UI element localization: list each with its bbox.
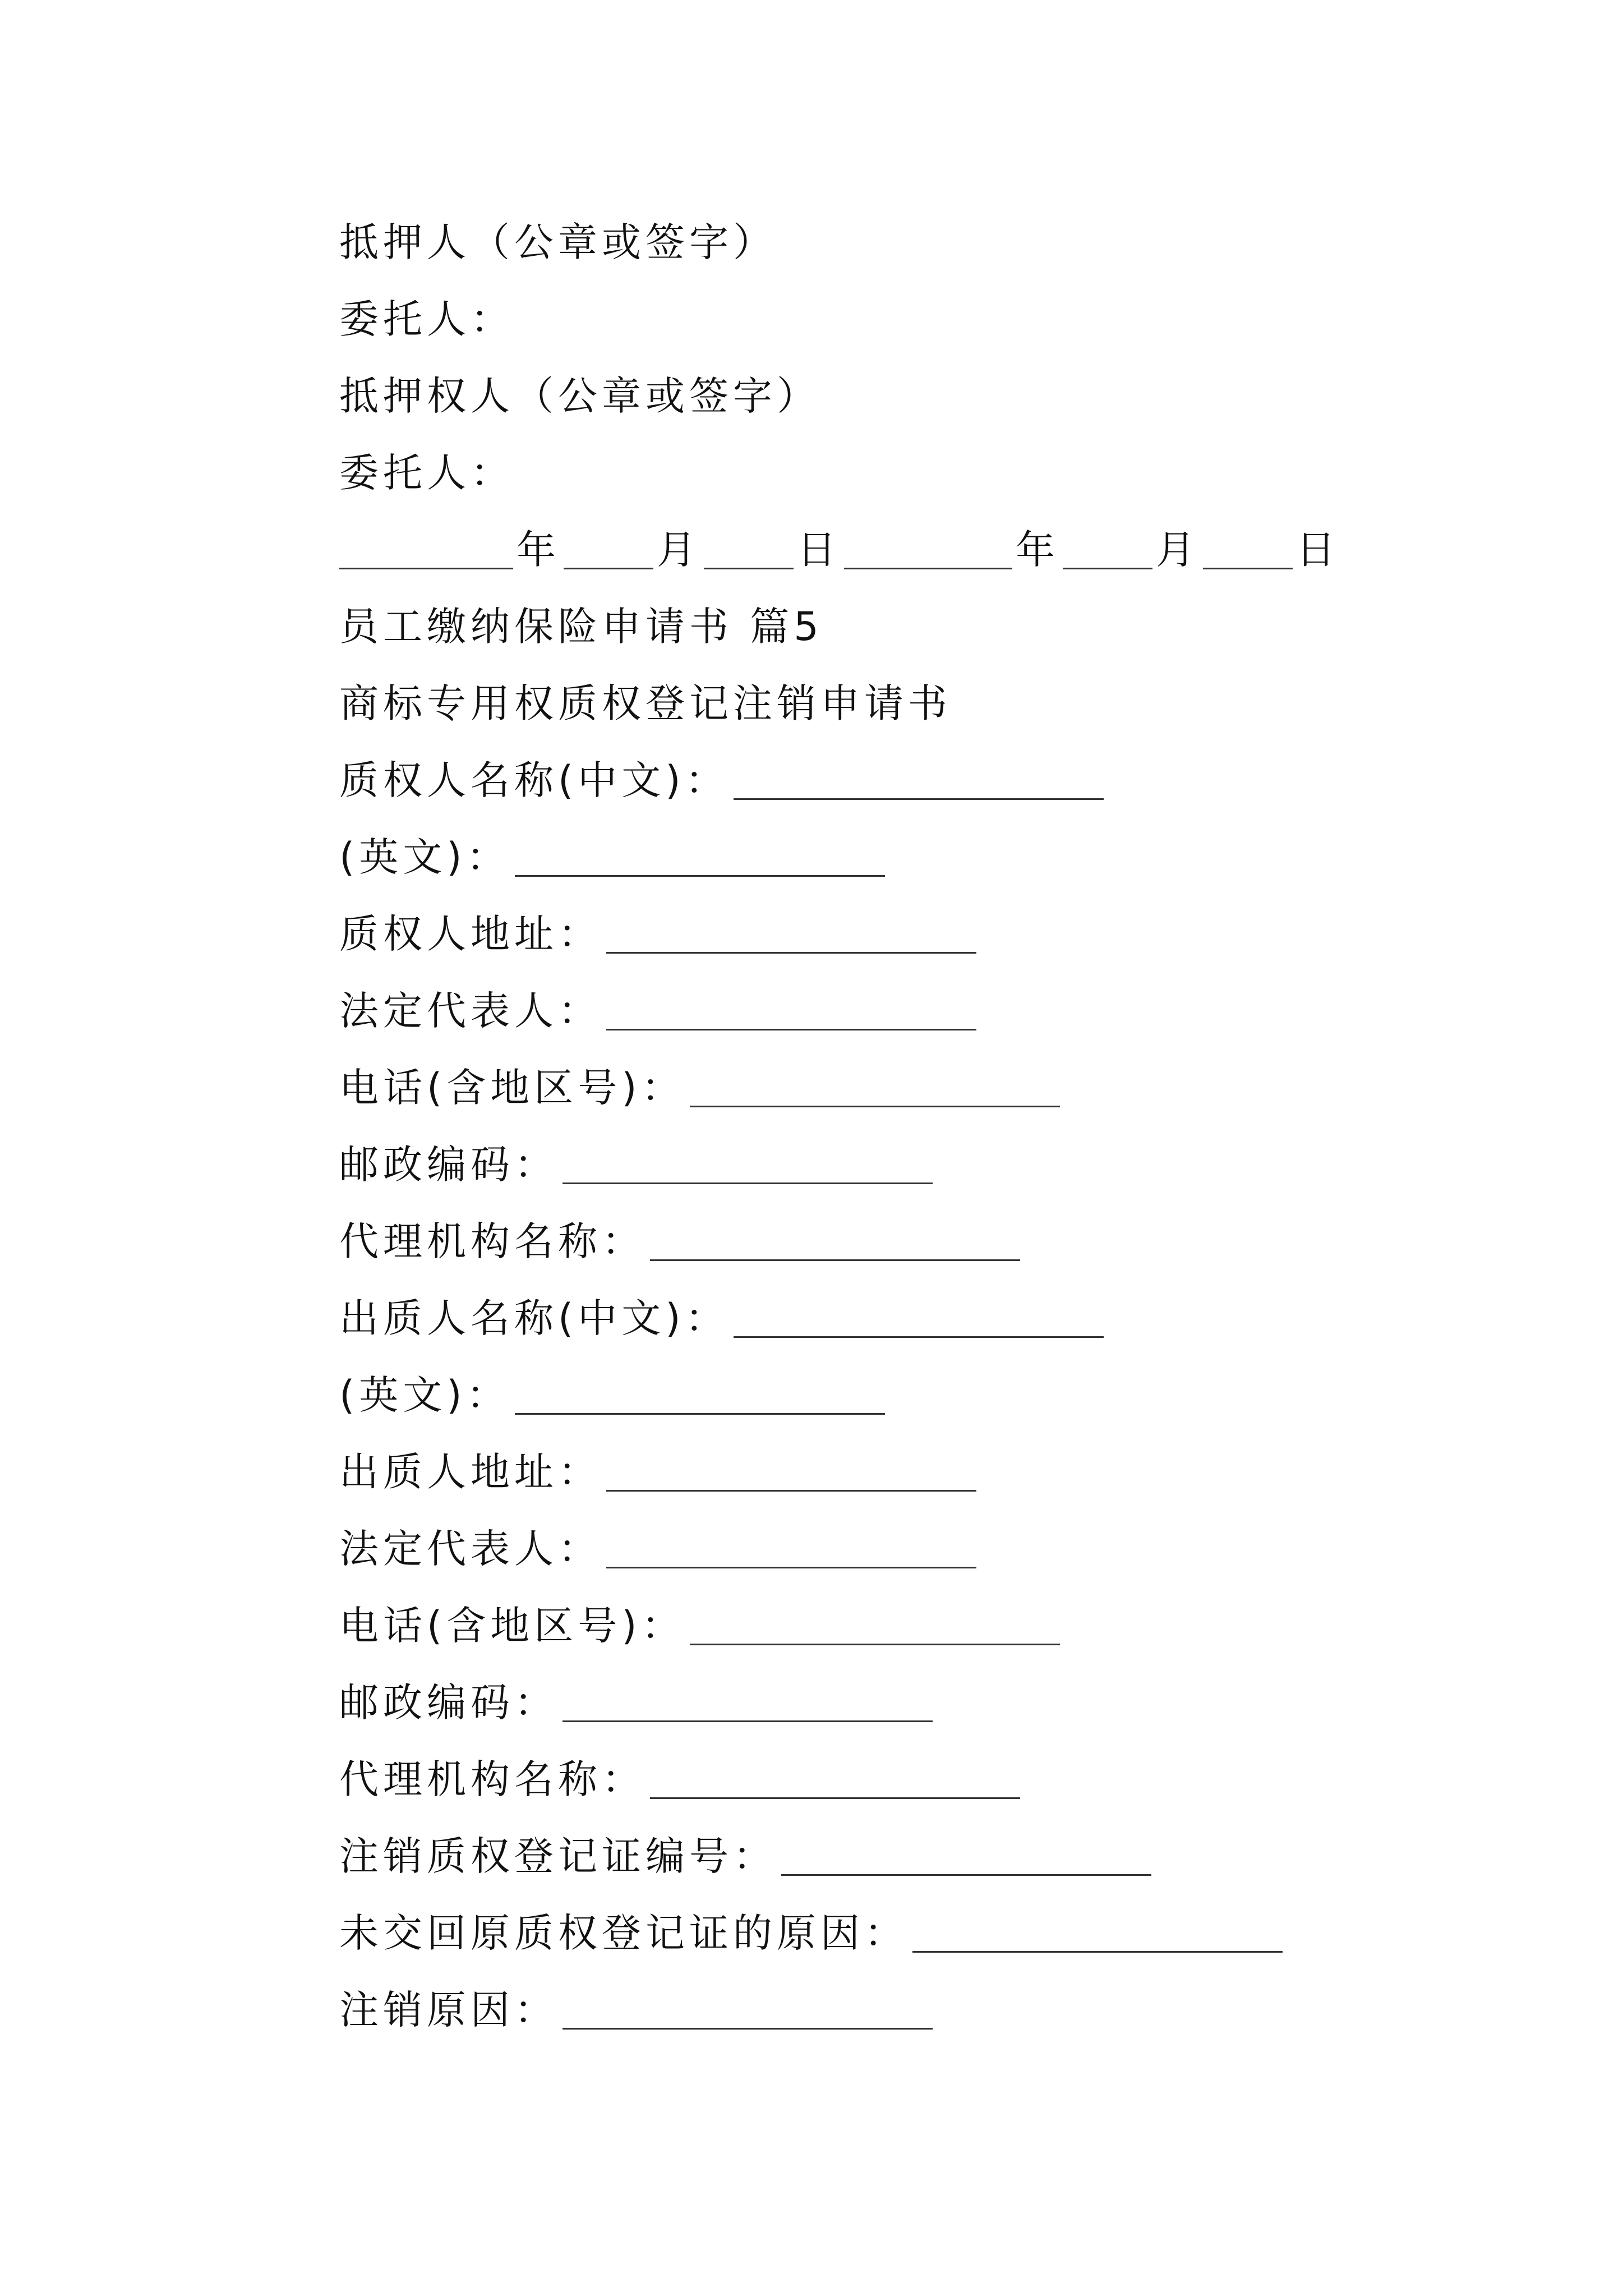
field-blank bbox=[606, 1521, 976, 1568]
year-unit-2: 年 bbox=[1016, 527, 1059, 573]
field-label: 邮政编码： bbox=[339, 1680, 558, 1726]
field-blank bbox=[562, 1137, 933, 1184]
field-blank bbox=[690, 1060, 1060, 1107]
field-blank bbox=[912, 1905, 1283, 1953]
day-blank-1 bbox=[704, 522, 794, 569]
field-pledgor-name-cn bbox=[339, 1290, 1517, 1367]
month-unit-2: 月 bbox=[1156, 527, 1200, 573]
field-certificate-number bbox=[339, 1828, 1517, 1905]
mortgagee-agent-label: 委托人： bbox=[339, 450, 514, 496]
field-blank bbox=[650, 1751, 1020, 1799]
field-pledgor-agency bbox=[339, 1751, 1517, 1828]
field-label: (英文)： bbox=[339, 834, 510, 880]
field-pledgee-agency bbox=[339, 1213, 1517, 1290]
field-unreturned-reason bbox=[339, 1905, 1517, 1982]
field-label: (英文)： bbox=[339, 1372, 510, 1418]
month-blank-2 bbox=[1063, 522, 1152, 569]
form-title-text: 商标专用权质权登记注销申请书 bbox=[339, 680, 952, 726]
year-blank-1 bbox=[339, 522, 513, 569]
field-pledgee-postcode bbox=[339, 1137, 1517, 1213]
field-blank bbox=[606, 983, 976, 1030]
field-label: 质权人地址： bbox=[339, 911, 602, 957]
field-blank bbox=[650, 1213, 1020, 1261]
field-pledgee-legal-rep bbox=[339, 983, 1517, 1060]
field-blank bbox=[515, 829, 885, 877]
mortgagor-label: 抵押人（公章或签字） bbox=[339, 219, 777, 265]
field-blank bbox=[562, 1982, 933, 2030]
field-label: 出质人地址： bbox=[339, 1449, 602, 1495]
field-blank bbox=[606, 906, 976, 954]
field-label: 未交回原质权登记证的原因： bbox=[339, 1910, 908, 1956]
mortgagor-agent-label: 委托人： bbox=[339, 296, 514, 342]
year-unit-1: 年 bbox=[517, 527, 560, 573]
day-blank-2 bbox=[1203, 522, 1293, 569]
day-unit-2: 日 bbox=[1296, 527, 1340, 573]
mortgagee-label: 抵押权人（公章或签字） bbox=[339, 373, 820, 419]
field-pledgee-name-cn bbox=[339, 752, 1517, 829]
field-blank bbox=[515, 1367, 885, 1415]
mortgagee-signature-line bbox=[339, 368, 1517, 445]
mortgagor-signature-line bbox=[339, 214, 1517, 291]
field-label: 质权人名称(中文)： bbox=[339, 757, 729, 803]
field-label: 注销原因： bbox=[339, 1987, 558, 2033]
form-title bbox=[339, 675, 1517, 752]
mortgagee-agent-line bbox=[339, 445, 1517, 522]
field-blank bbox=[734, 752, 1104, 800]
month-blank-1 bbox=[564, 522, 653, 569]
field-pledgee-address bbox=[339, 906, 1517, 983]
field-blank bbox=[734, 1290, 1104, 1338]
field-label: 代理机构名称： bbox=[339, 1756, 645, 1802]
section-heading-text: 员工缴纳保险申请书 篇5 bbox=[339, 604, 823, 650]
field-pledgor-address bbox=[339, 1444, 1517, 1521]
month-unit-1: 月 bbox=[657, 527, 700, 573]
field-label: 法定代表人： bbox=[339, 1526, 602, 1572]
field-pledgor-legal-rep bbox=[339, 1521, 1517, 1598]
field-label: 法定代表人： bbox=[339, 988, 602, 1034]
field-blank bbox=[562, 1674, 933, 1722]
field-pledgee-phone bbox=[339, 1060, 1517, 1137]
field-blank bbox=[606, 1444, 976, 1492]
field-cancellation-reason bbox=[339, 1982, 1517, 2059]
field-label: 电话(含地区号)： bbox=[339, 1065, 685, 1111]
field-blank bbox=[781, 1828, 1151, 1876]
day-unit-1: 日 bbox=[797, 527, 841, 573]
year-blank-2 bbox=[844, 522, 1012, 569]
mortgagor-agent-line bbox=[339, 291, 1517, 368]
field-label: 邮政编码： bbox=[339, 1142, 558, 1188]
document-body bbox=[339, 214, 1517, 2059]
section-heading bbox=[339, 599, 1517, 675]
field-label: 出质人名称(中文)： bbox=[339, 1295, 729, 1341]
field-blank bbox=[690, 1598, 1060, 1645]
field-label: 注销质权登记证编号： bbox=[339, 1833, 777, 1879]
field-pledgee-name-en bbox=[339, 829, 1517, 906]
field-label: 代理机构名称： bbox=[339, 1218, 645, 1264]
field-label: 电话(含地区号)： bbox=[339, 1603, 685, 1649]
signature-date-line bbox=[339, 522, 1517, 599]
field-pledgor-phone bbox=[339, 1598, 1517, 1674]
field-pledgor-name-en bbox=[339, 1367, 1517, 1444]
field-pledgor-postcode bbox=[339, 1674, 1517, 1751]
